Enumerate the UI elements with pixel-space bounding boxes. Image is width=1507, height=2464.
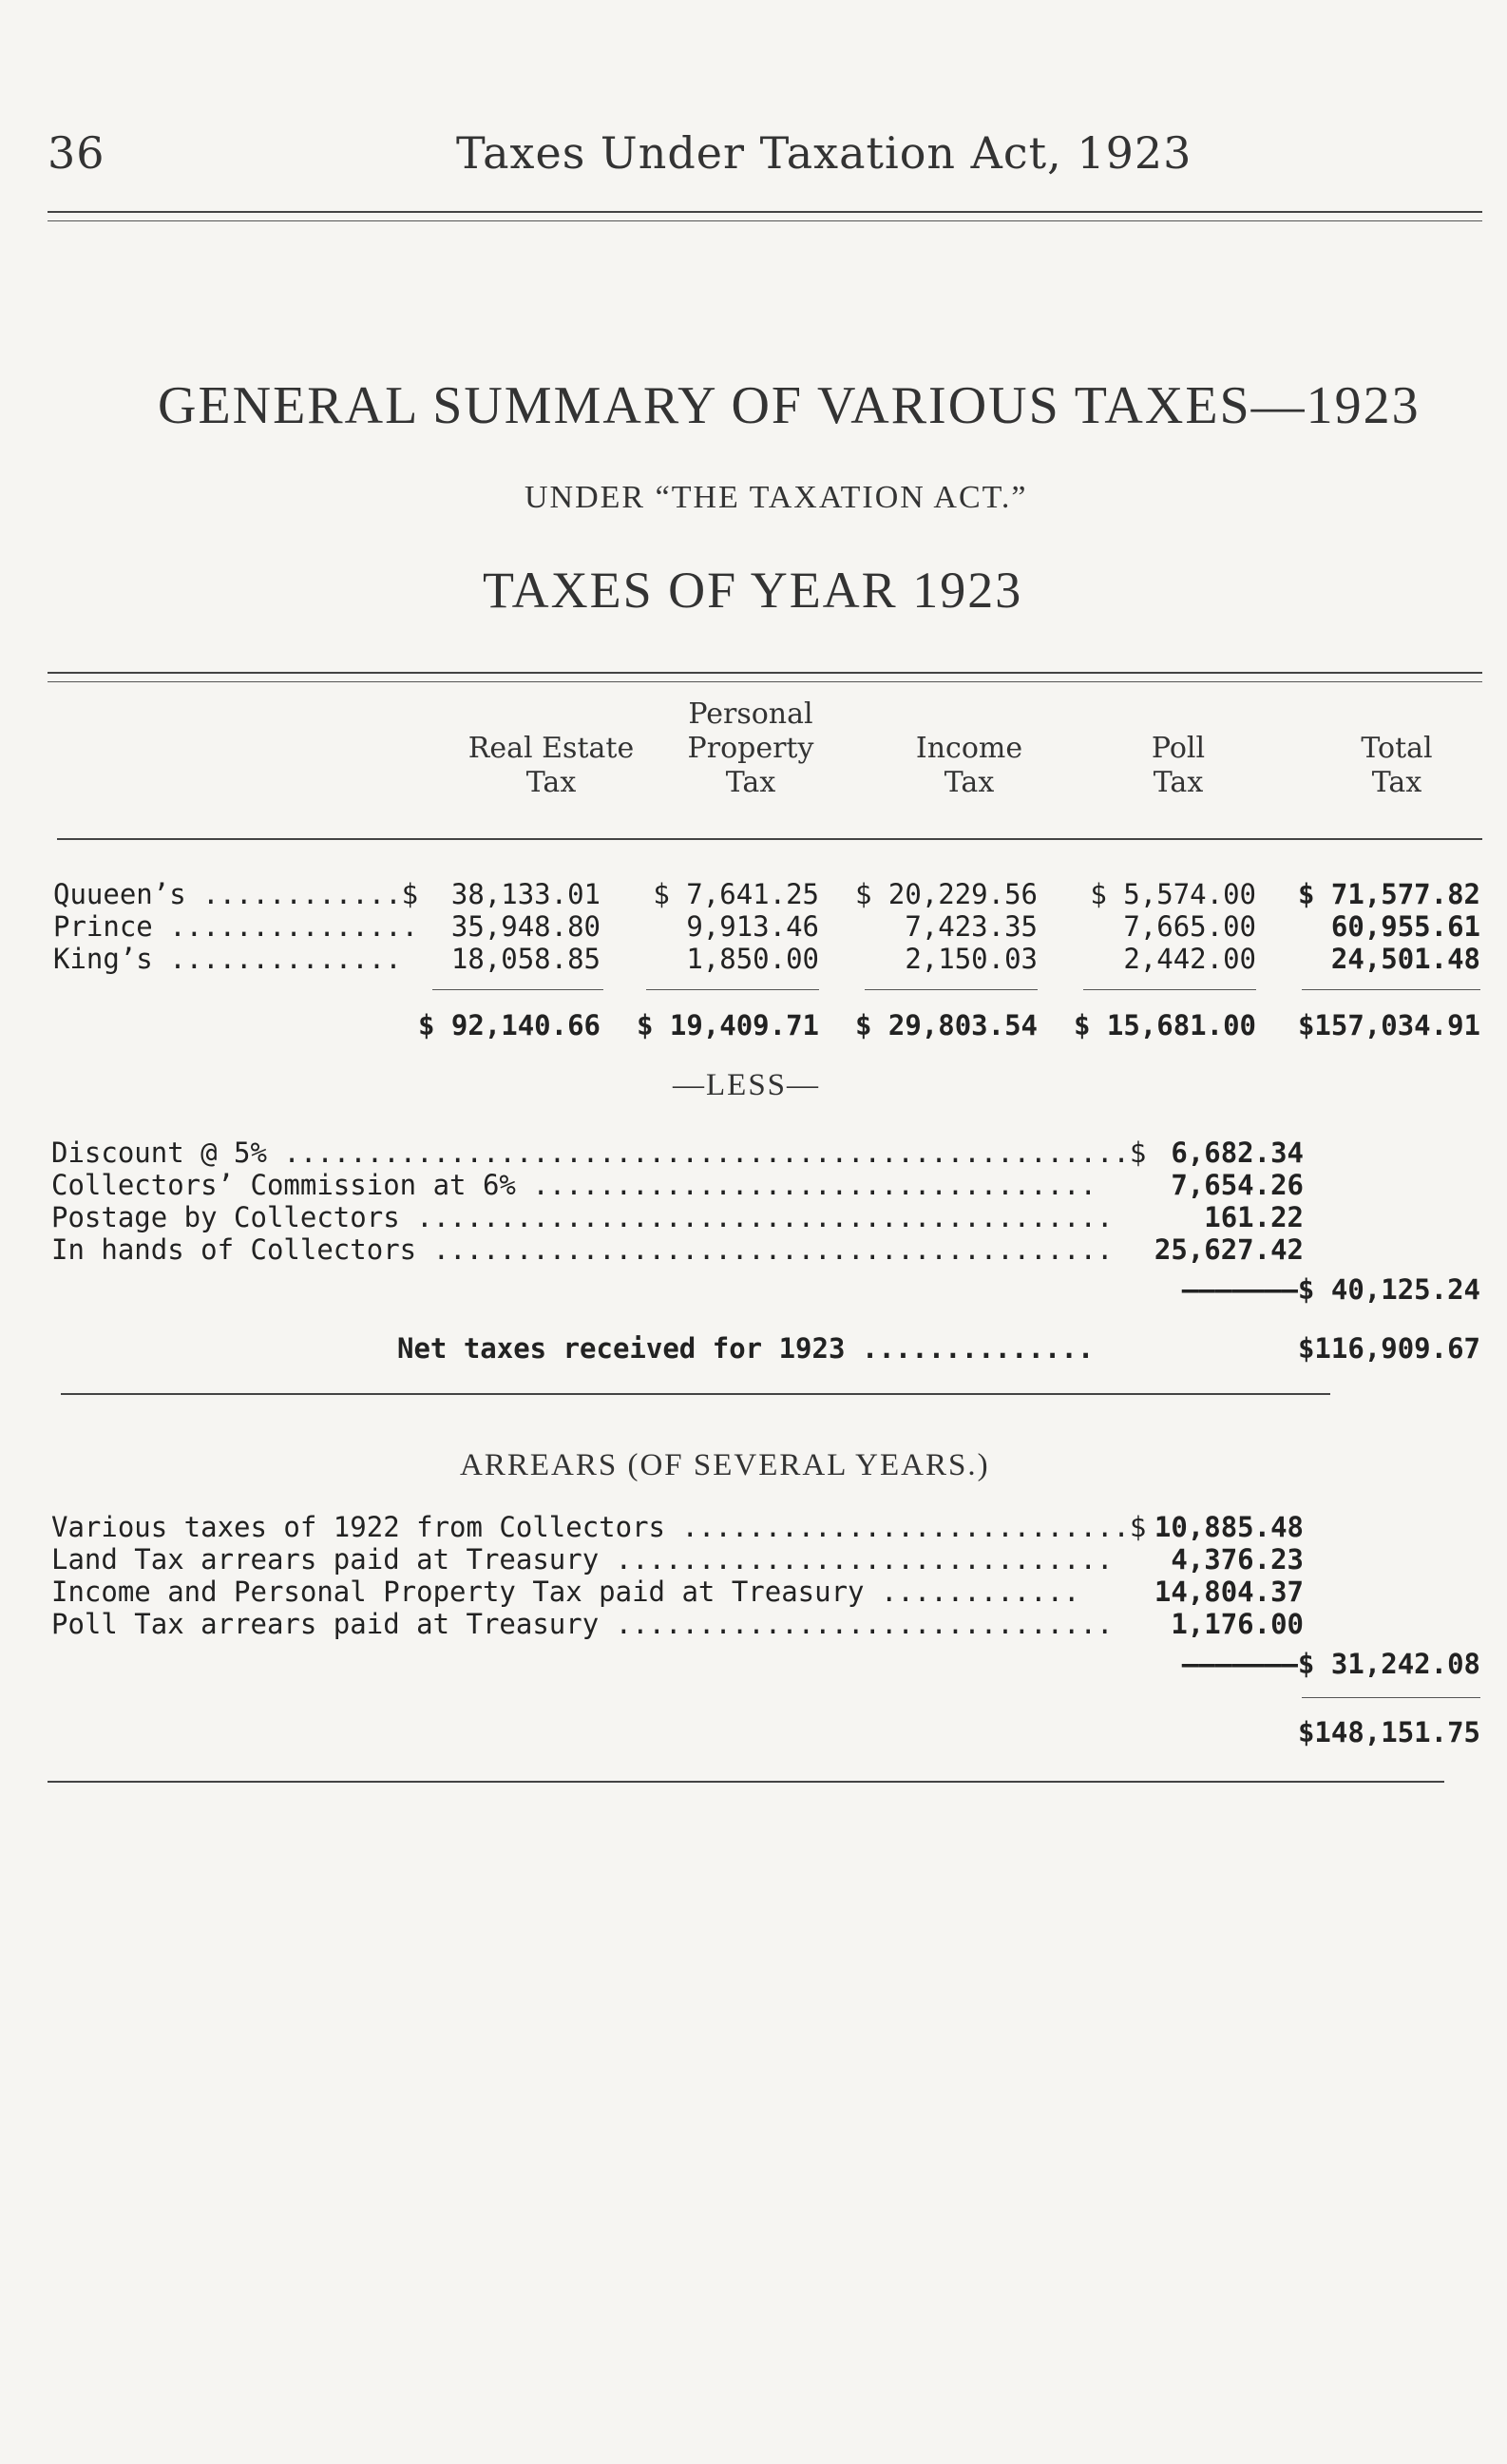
total-total: $157,034.91 (1297, 1009, 1480, 1041)
col-header-line: Real Estate (467, 732, 635, 765)
net-label: Net taxes received for 1923 .............. (397, 1332, 1095, 1365)
arrears-amount: 14,804.37 (1154, 1576, 1304, 1608)
grand-total: $148,151.75 (1297, 1716, 1480, 1748)
less-label: —LESS— (673, 1068, 821, 1102)
row-label: Prince ............... (53, 910, 419, 943)
table-top-rule (48, 672, 1482, 674)
arrears-amount: 4,376.23 (1171, 1543, 1304, 1576)
total-income: $ 29,803.54 (854, 1009, 1038, 1041)
deduction-label: Collectors’ Commission at 6% .................................. (51, 1169, 1097, 1201)
cell-personal: 1,850.00 (686, 943, 819, 975)
cell-total: $ 71,577.82 (1297, 878, 1480, 910)
col-header-line: Poll (1151, 732, 1206, 765)
col-header-total (1273, 732, 1507, 800)
cell-real-estate: 18,058.85 (450, 943, 601, 975)
sum-rule (865, 989, 1038, 990)
page-subtitle: UNDER “THE TAXATION ACT.” (525, 480, 1028, 515)
cell-poll: 7,665.00 (1123, 910, 1256, 943)
sum-rule (432, 989, 603, 990)
total-personal: $ 19,409.71 (636, 1009, 819, 1041)
col-header-line: Tax (1371, 766, 1422, 799)
row-label: Quueen’s ............$ (53, 878, 419, 910)
cell-real-estate: 38,133.01 (450, 878, 601, 910)
cell-income: 2,150.03 (905, 943, 1038, 975)
deduction-amount: 161.22 (1204, 1201, 1304, 1233)
col-header-poll (1055, 732, 1302, 800)
row-label: King’s .............. (53, 943, 402, 975)
total-real-estate: $ 92,140.66 (417, 1009, 601, 1041)
arrears-title: ARREARS (OF SEVERAL YEARS.) (460, 1448, 990, 1482)
arrears-total: ———————$ 31,242.08 (1181, 1648, 1480, 1680)
sum-rule (1083, 989, 1256, 990)
sum-rule (646, 989, 819, 990)
deduction-label: In hands of Collectors ......................................... (51, 1233, 1114, 1266)
arrears-amount: 1,176.00 (1171, 1608, 1304, 1640)
col-header-line: Tax (525, 766, 577, 799)
cell-income: $ 20,229.56 (854, 878, 1038, 910)
cell-real-estate: 35,948.80 (450, 910, 601, 943)
col-header-line: Income (915, 732, 1023, 765)
running-title: Taxes Under Taxation Act, 1923 (456, 127, 1192, 179)
section-title: TAXES OF YEAR 1923 (483, 562, 1023, 619)
arrears-label: Various taxes of 1922 from Collectors ...........................$ (51, 1511, 1147, 1543)
cell-income: 7,423.35 (905, 910, 1038, 943)
deductions-total: ———————$ 40,125.24 (1181, 1273, 1480, 1306)
deduction-amount: 7,654.26 (1171, 1169, 1304, 1201)
table-top-rule-thin (48, 681, 1482, 682)
page-number: 36 (48, 127, 105, 179)
col-header-line: Total (1361, 732, 1433, 765)
cell-poll: 2,442.00 (1123, 943, 1256, 975)
net-amount: $116,909.67 (1297, 1332, 1480, 1365)
sum-rule (1302, 989, 1480, 990)
deduction-label: Postage by Collectors .......................................... (51, 1201, 1114, 1233)
col-header-line: Tax (944, 766, 995, 799)
header-rule-thin (48, 220, 1482, 221)
header-under-rule (57, 838, 1482, 840)
col-header-line: Personal (688, 697, 813, 731)
header-rule (48, 211, 1482, 213)
cell-total: 60,955.61 (1330, 910, 1480, 943)
grand-total-rule (1302, 1697, 1480, 1698)
cell-poll: $ 5,574.00 (1090, 878, 1256, 910)
arrears-amount: 10,885.48 (1154, 1511, 1304, 1543)
col-header-line: Tax (725, 766, 776, 799)
col-header-line: Property (687, 732, 814, 765)
cell-personal: $ 7,641.25 (653, 878, 819, 910)
net-rule (61, 1393, 1330, 1395)
arrears-label: Land Tax arrears paid at Treasury .............................. (51, 1543, 1114, 1576)
deduction-label: Discount @ 5% ...................................................$ (51, 1136, 1147, 1169)
arrears-label: Income and Personal Property Tax paid at Treasury ............ (51, 1576, 1080, 1608)
deduction-amount: 6,682.34 (1171, 1136, 1304, 1169)
col-header-line: Tax (1153, 766, 1204, 799)
page-title: GENERAL SUMMARY OF VARIOUS TAXES—1923 (158, 376, 1421, 435)
total-poll: $ 15,681.00 (1073, 1009, 1256, 1041)
bottom-rule (48, 1781, 1444, 1783)
cell-total: 24,501.48 (1330, 943, 1480, 975)
arrears-label: Poll Tax arrears paid at Treasury .............................. (51, 1608, 1114, 1640)
deduction-amount: 25,627.42 (1154, 1233, 1304, 1266)
cell-personal: 9,913.46 (686, 910, 819, 943)
